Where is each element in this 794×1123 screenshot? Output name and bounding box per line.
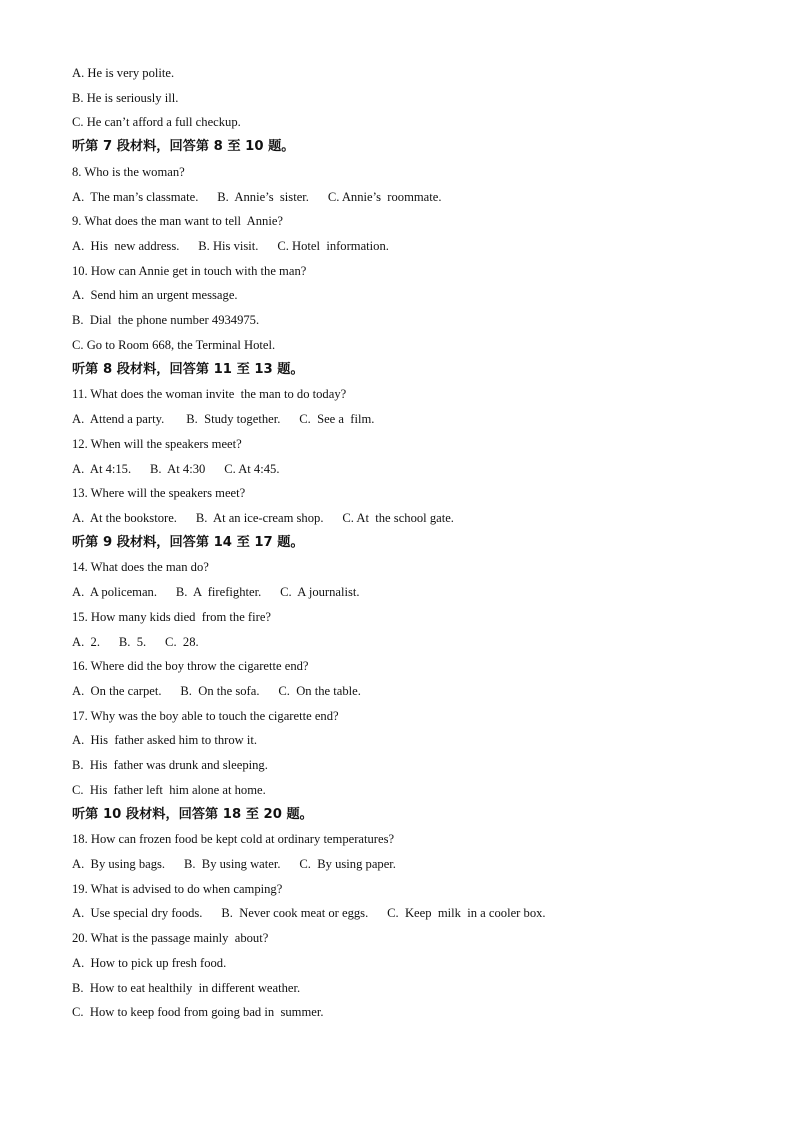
options-row: A. 2. B. 5. C. 28. (72, 634, 199, 649)
section-heading: 听第 10 段材料，回答第 18 至 20 题。 (72, 806, 313, 822)
question-line: 15. How many kids died from the fire? (72, 609, 272, 624)
section-heading: 听第 9 段材料，回答第 14 至 17 题。 (72, 534, 304, 550)
question-line: 16. Where did the boy throw the cigarette end? (72, 659, 309, 674)
question-line: 11. What does the woman invite the man to do today? (72, 387, 347, 402)
question-line: 20. What is the passage mainly about? (72, 931, 269, 946)
option-line: A. He is very polite. (72, 66, 175, 80)
options-row: A. At the bookstore. B. At an ice-cream shop. C. At the school gate. (72, 510, 454, 525)
section-heading: 听第 7 段材料，回答第 8 至 10 题。 (72, 139, 295, 155)
question-line: 10. How can Annie get in touch with the man? (72, 263, 307, 278)
option-line: C. How to keep food from going bad in summer. (72, 1005, 324, 1020)
question-line: 17. Why was the boy able to touch the cigarette end? (72, 708, 339, 723)
options-row: A. A policeman. B. A firefighter. C. A journalist. (72, 585, 360, 600)
option-line: A. His father asked him to throw it. (72, 733, 258, 748)
options-row: A. The man’s classmate. B. Annie’s sister. C. Annie’s roommate. (72, 189, 442, 204)
options-row: A. Attend a party. B. Study together. C. See a film. (72, 412, 375, 427)
option-line: B. How to eat healthily in different weather. (72, 980, 301, 995)
question-line: 12. When will the speakers meet? (72, 436, 242, 451)
option-line: C. His father left him alone at home. (72, 782, 266, 797)
options-row: A. Use special dry foods. B. Never cook meat or eggs. C. Keep milk in a cooler box. (72, 906, 546, 921)
options-row: A. On the carpet. B. On the sofa. C. On the table. (72, 683, 361, 698)
option-line: A. Send him an urgent message. (72, 288, 238, 303)
options-row: A. His new address. B. His visit. C. Hotel information. (72, 239, 389, 254)
option-line: B. He is seriously ill. (72, 90, 179, 105)
option-line: C. He can’t afford a full checkup. (72, 115, 241, 130)
option-line: B. His father was drunk and sleeping. (72, 758, 268, 773)
question-line: 13. Where will the speakers meet? (72, 486, 246, 501)
question-line: 19. What is advised to do when camping? (72, 881, 283, 896)
option-line: A. How to pick up fresh food. (72, 955, 227, 970)
option-line: B. Dial the phone number 4934975. (72, 313, 260, 328)
question-line: 8. Who is the woman? (72, 164, 185, 179)
option-line: C. Go to Room 668, the Terminal Hotel. (72, 337, 276, 352)
question-line: 9. What does the man want to tell Annie? (72, 214, 284, 229)
options-row: A. At 4:15. B. At 4:30 C. At 4:45. (72, 461, 280, 476)
question-line: 18. How can frozen food be kept cold at ordinary temperatures? (72, 832, 395, 847)
document-page (72, 61, 752, 1025)
options-row: A. By using bags. B. By using water. C. By using paper. (72, 857, 396, 871)
section-heading: 听第 8 段材料，回答第 11 至 13 题。 (72, 361, 304, 377)
question-line: 14. What does the man do? (72, 560, 209, 575)
